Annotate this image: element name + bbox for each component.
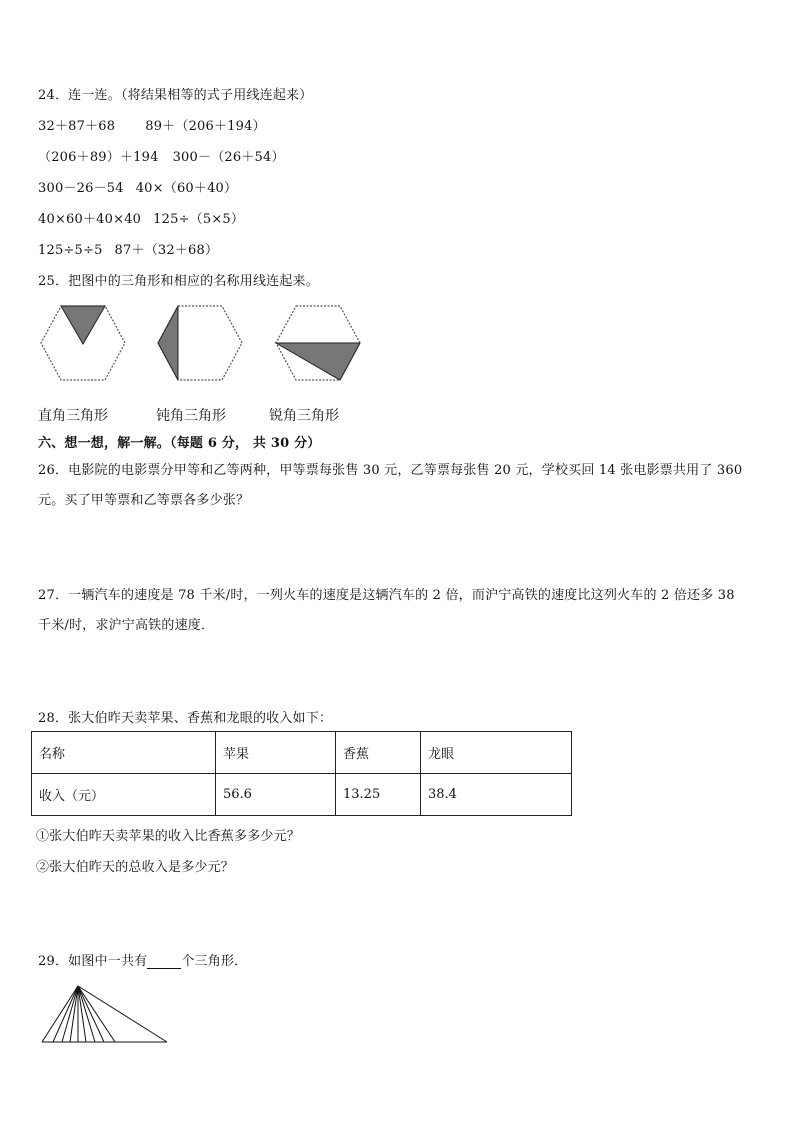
hexagon-figure-2 <box>155 304 245 384</box>
q24-row-4-right: 125÷（5×5） <box>153 212 245 227</box>
label-acute-triangle: 锐角三角形 <box>269 408 339 424</box>
q24-row-5-right: 87＋（32＋68） <box>114 243 219 258</box>
label-obtuse-triangle: 钝角三角形 <box>156 408 226 424</box>
q24-row-2 <box>38 146 285 165</box>
q24-row-1 <box>38 115 266 134</box>
table-cell: 名称 <box>32 732 216 774</box>
q28-title: 28．张大伯昨天卖苹果、香蕉和龙眼的收入如下： <box>38 711 333 726</box>
q24-row-3-left: 300－26－54 <box>38 181 124 196</box>
q28-sub-2: ②张大伯昨天的总收入是多少元？ <box>36 860 235 875</box>
q24-row-3 <box>38 177 237 196</box>
q26-line-1: 26．电影院的电影票分甲等和乙等两种，甲等票每张售 30 元，乙等票每张售 20 元，学校买回 14 张电影票共用了 360 <box>38 463 743 478</box>
q28-sub-1: ①张大伯昨天卖苹果的收入比香蕉多多少元？ <box>36 829 301 844</box>
q25-title: 25．把图中的三角形和相应的名称用线连起来。 <box>38 274 319 289</box>
q24-row-4-left: 40×60＋40×40 <box>38 212 142 227</box>
q24-row-2-right: 300－（26＋54） <box>172 150 285 165</box>
table-cell: 龙眼 <box>421 732 572 774</box>
table-row <box>32 774 572 816</box>
table-cell: 13.25 <box>336 774 421 816</box>
q24-row-1-left: 32＋87＋68 <box>38 119 116 134</box>
hexagon-figure-1 <box>38 304 128 384</box>
hexagon-figure-3 <box>273 304 363 384</box>
fan-triangle-figure <box>40 984 170 1046</box>
q24-title: 24．连一连。（将结果相等的式子用线连起来） <box>38 88 313 103</box>
q29-prefix: 29．如图中一共有 <box>38 954 148 969</box>
table-cell: 香蕉 <box>336 732 421 774</box>
income-table <box>31 731 572 816</box>
q24-row-4 <box>38 208 244 227</box>
q24-row-5 <box>38 239 218 258</box>
q29-question <box>38 950 247 969</box>
table-cell: 38.4 <box>421 774 572 816</box>
q27-line-1: 27．一辆汽车的速度是 78 千米/时，一列火车的速度是这辆汽车的 2 倍，而沪宁高铁的速度比这列火车的 2 倍还多 38 <box>38 588 735 603</box>
q24-row-3-right: 40×（60＋40） <box>135 181 238 196</box>
q24-row-5-left: 125÷5÷5 <box>38 243 103 258</box>
label-right-triangle: 直角三角形 <box>38 408 108 424</box>
table-cell: 56.6 <box>216 774 336 816</box>
section-heading: 六、想一想，解一解。（每题 6 分， 共 30 分） <box>38 436 321 451</box>
table-cell: 苹果 <box>216 732 336 774</box>
q26-line-2: 元。买了甲等票和乙等票各多少张？ <box>38 493 250 508</box>
q27-line-2: 千米/时，求沪宁高铁的速度． <box>38 618 215 633</box>
q24-row-2-left: （206＋89）＋194 <box>38 150 159 165</box>
table-header-row <box>32 732 572 774</box>
table-cell: 收入（元） <box>32 774 216 816</box>
q24-row-1-right: 89＋（206＋194） <box>145 119 266 134</box>
q29-suffix: 个三角形． <box>181 954 248 969</box>
answer-blank[interactable] <box>147 956 181 969</box>
